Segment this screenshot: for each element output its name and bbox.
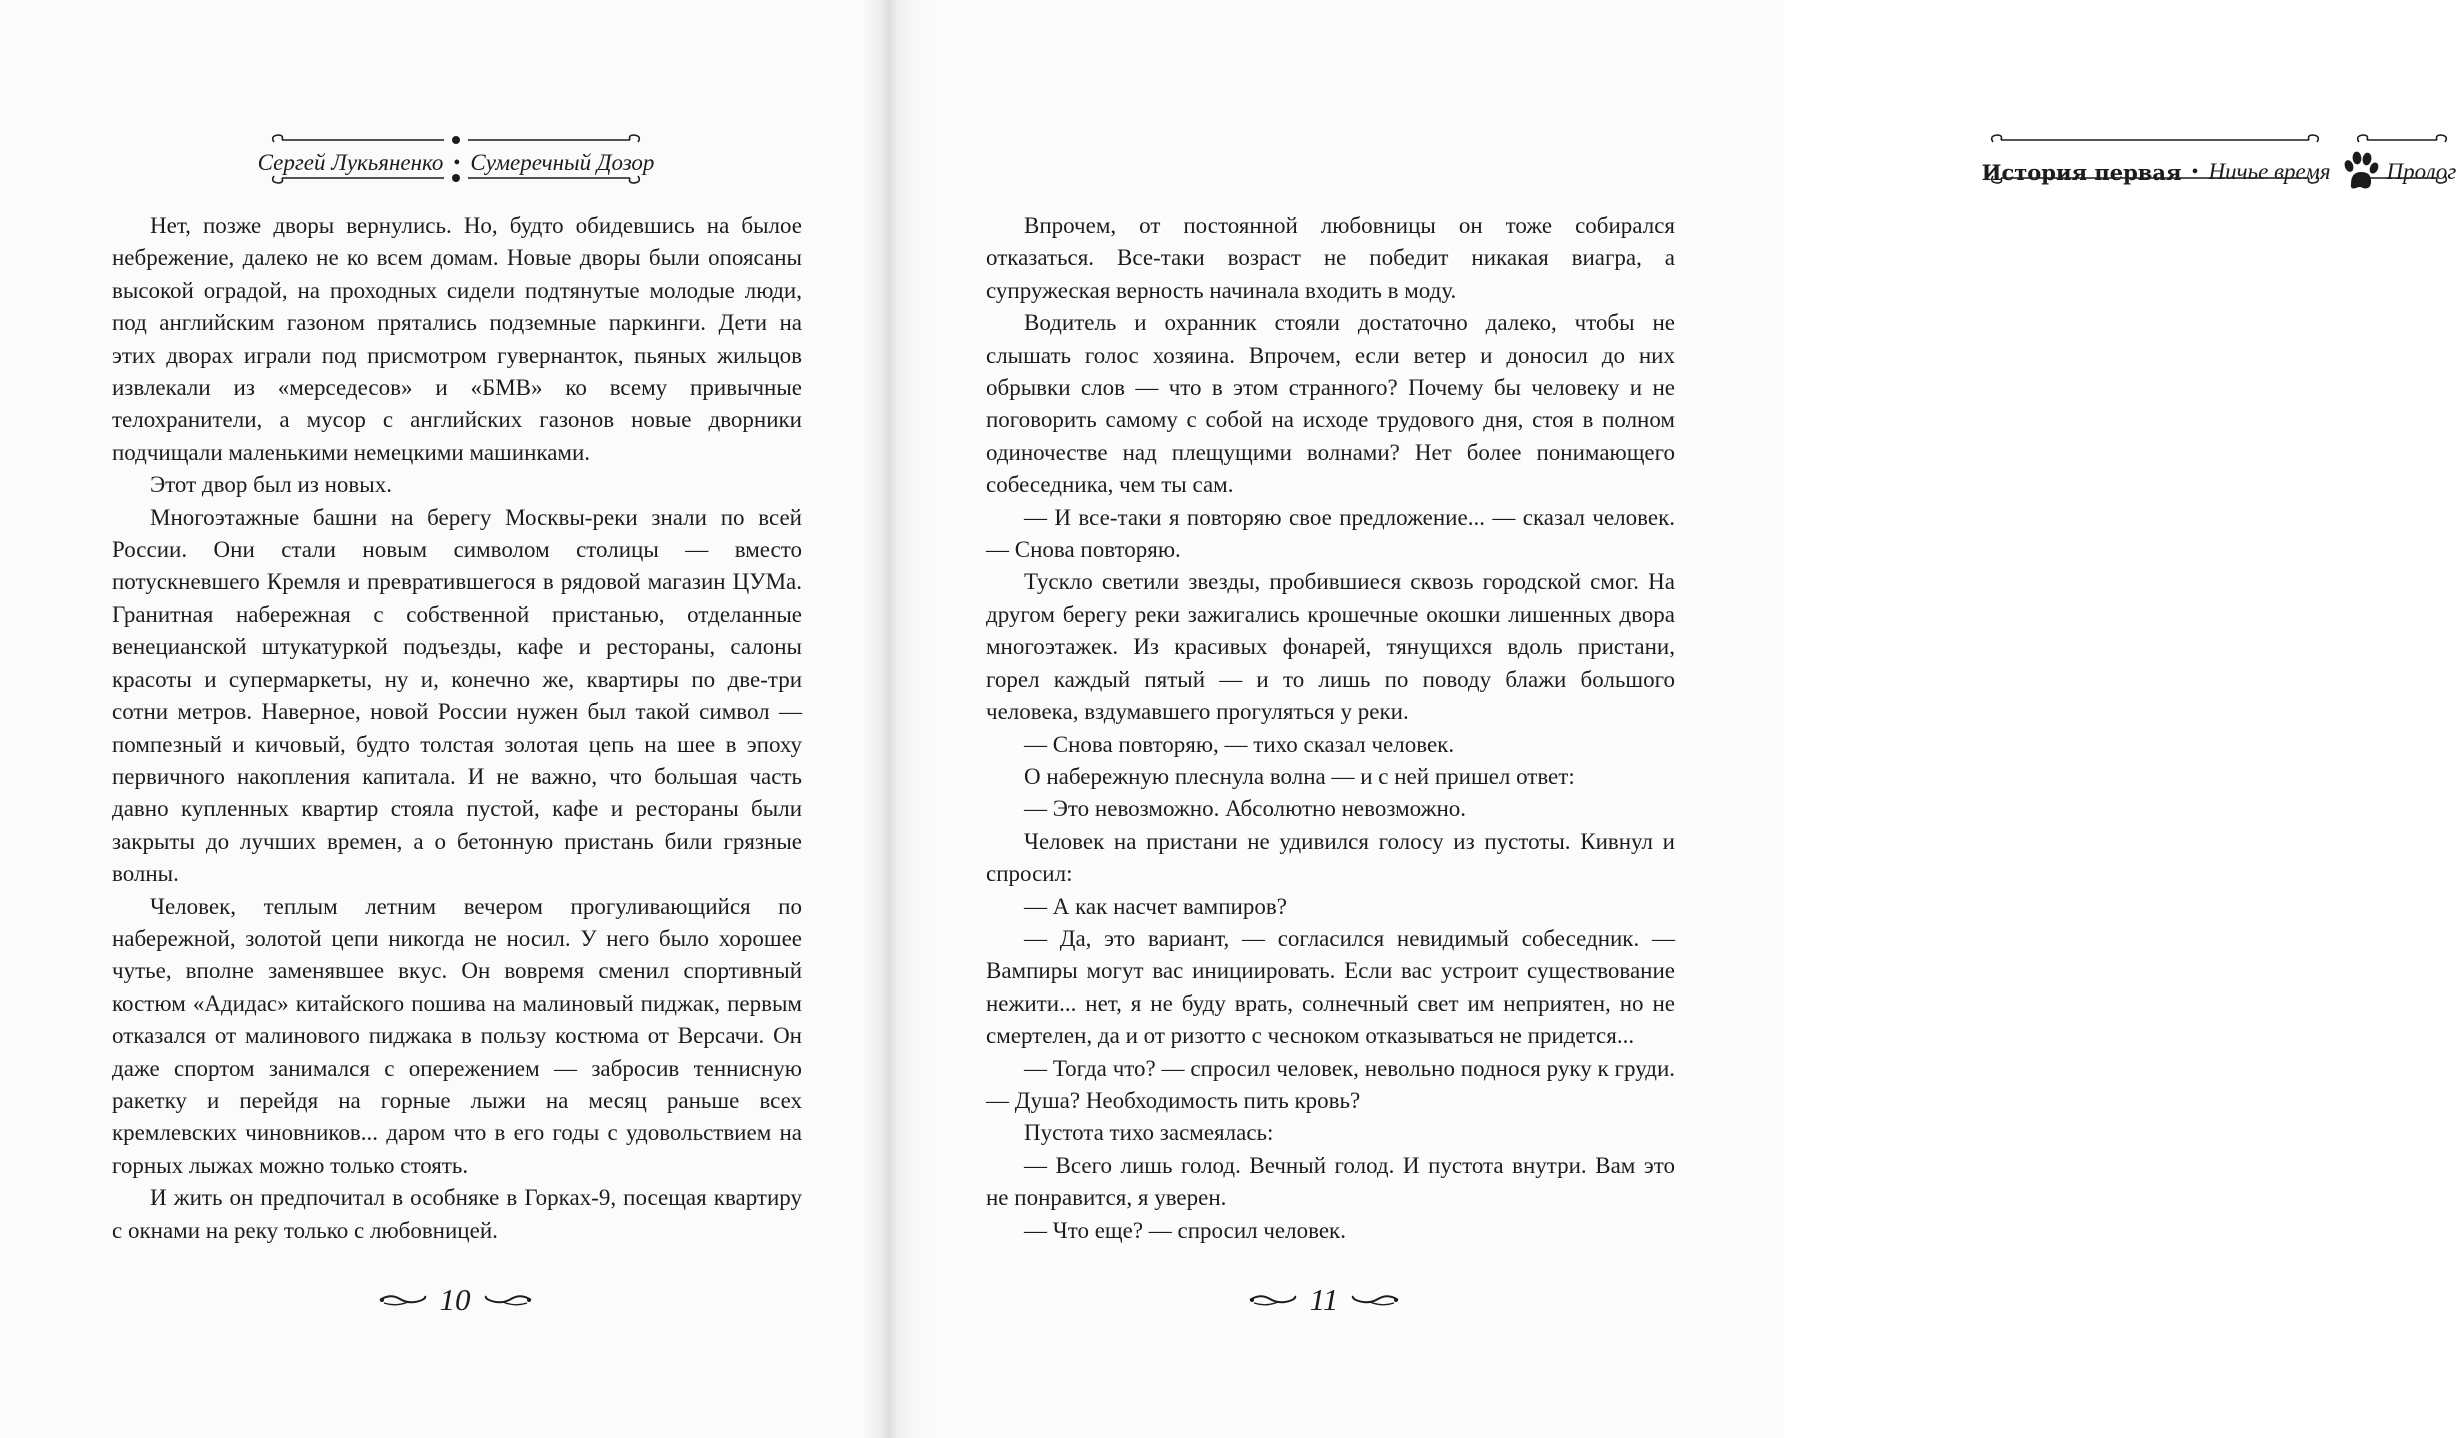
paragraph: — Это невозможно. Абсолютно невозможно. [1024,796,1467,822]
right-page [889,0,2456,1438]
paw-icon [2341,150,2379,194]
head-separator: • [2191,160,2199,183]
book-title: Сумеречный Дозор [470,150,655,175]
page-number-left [370,1280,540,1320]
left-page-text [112,210,802,1247]
paragraph: — А как насчет вампиров? [1024,893,1287,919]
left-page [0,0,889,1438]
paragraph: — Да, это вариант, — согласился невидимый собеседник. — Вампиры могут вас инициировать. Если вас устроит существование нежити... нет, я не буду врать, солнечный свет им неприятен, но не смертелен, да и от ризотто с чесноком отказываться не придется... [986,925,1675,1049]
paragraph: Впрочем, от постоянной любовницы он тоже собирался отказаться. Все-таки возраст не победит никакая виагра, а супружеская верность начинала входить в моду. [986,213,1675,303]
running-head-right [1981,132,2456,186]
page-number: 10 [439,1282,471,1317]
book-gutter [862,0,889,1438]
swash-left-icon [378,1291,428,1309]
paragraph: Пустота тихо засмеялась: [1024,1120,1274,1146]
page-number: 11 [1309,1282,1339,1317]
paragraph: — И все-таки я повторяю свое предложение... — сказал человек. — Снова повторяю. [986,504,1675,563]
running-head-text [1981,150,2456,194]
page-number-right [1239,1280,1409,1320]
paragraph: Тускло светили звезды, пробившиеся сквозь городской смог. На другом берегу реки зажигались крошечные окошки лишенных двора многоэтажек. Из красивых фонарей, тянущихся вдоль пристани, горел каждый пятый — и то лишь по поводу блажи большого человека, вздумавшего прогуляться у реки. [986,569,1675,725]
paragraph: Многоэтажные башни на берегу Москвы-реки знали по всей России. Они стали новым символом столицы — вместо потускневшего Кремля и превратившегося в рядовой магазин ЦУМа. Гранитная набережная с собственной пристанью, отделанные венецианской штукатуркой подъезды, кафе и рестораны, салоны красоты и супермаркеты, ну и, конечно же, квартиры по две-три сотни метров. Наверное, новой России нужен был такой символ — помпезный и кичовый, будто толстая золотая цепь на шее в эпоху первичного накопления капитала. И не важно, что большая часть давно купленных квартир стояла пустой, кафе и рестораны были закрыты до лучших времен, а о бетонную пристань били грязные волны. [112,504,802,887]
running-head-text [257,150,655,176]
head-separator: • [453,151,461,174]
swash-left-icon [1248,1291,1298,1309]
author-name: Сергей Лукьяненко [257,150,444,175]
section-title: Пролог [2386,159,2456,184]
story-title: Ничье время [2208,159,2331,184]
swash-right-icon [483,1291,533,1309]
paragraph: Водитель и охранник стояли достаточно далеко, чтобы не слышать голос хозяина. Впрочем, если ветер и доносил до них обрывки слов — что в этом странного? Почему бы человеку и не поговорить самому с собой на исходе трудового дня, стоя в полном одиночестве над плещущими волнами? Нет более понимающего собеседника, чем ты сам. [986,310,1675,498]
swash-right-icon [1350,1291,1400,1309]
paragraph: — Что еще? — спросил человек. [1024,1217,1346,1243]
part-title: История первая [1981,159,2182,185]
paragraph: — Снова повторяю, — тихо сказал человек. [1024,731,1455,757]
right-page-text [986,210,1675,1247]
paragraph: Человек на пристани не удивился голосу из пустоты. Кивнул и спросил: [986,828,1675,887]
running-head-left [257,132,655,186]
paragraph: Этот двор был из новых. [150,472,392,498]
paragraph: — Всего лишь голод. Вечный голод. И пустота внутри. Вам это не понравится, я уверен. [986,1152,1675,1211]
paragraph: О набережную плеснула волна — и с ней пришел ответ: [1024,763,1575,789]
paragraph: И жить он предпочитал в особняке в Горках-9, посещая квартиру с окнами на реку только с любовницей. [112,1185,802,1243]
paragraph: Нет, позже дворы вернулись. Но, будто обидевшись на былое небрежение, далеко не ко всем домам. Новые дворы были опоясаны высокой оградой, на проходных сидели подтянутые молодые люди, под английским газоном прятались подземные паркинги. Дети на этих дворах играли под присмотром гувернанток, пьяных жильцов извлекали из «мерседесов» и «БМВ» ко всему привычные телохранители, а мусор с английских газонов новые дворники подчищали маленькими немецкими машинками. [112,213,802,465]
paragraph: — Тогда что? — спросил человек, невольно поднося руку к груди. — Душа? Необходимость пить кровь? [986,1055,1675,1113]
paragraph: Человек, теплым летним вечером прогуливающийся по набережной, золотой цепи никогда не носил. У него было хорошее чутье, вполне заменявшее вкус. Он вовремя сменил спортивный костюм «Адидас» китайского пошива на малиновый пиджак, первым отказался от малинового пиджака в пользу костюма от Версачи. Он даже спортом занимался с опережением — забросив теннисную ракетку и перейдя на горные лыжи на месяц раньше всех кремлевских чиновников... даром что в его годы с удовольствием на горных лыжах можно только стоять. [112,893,802,1178]
